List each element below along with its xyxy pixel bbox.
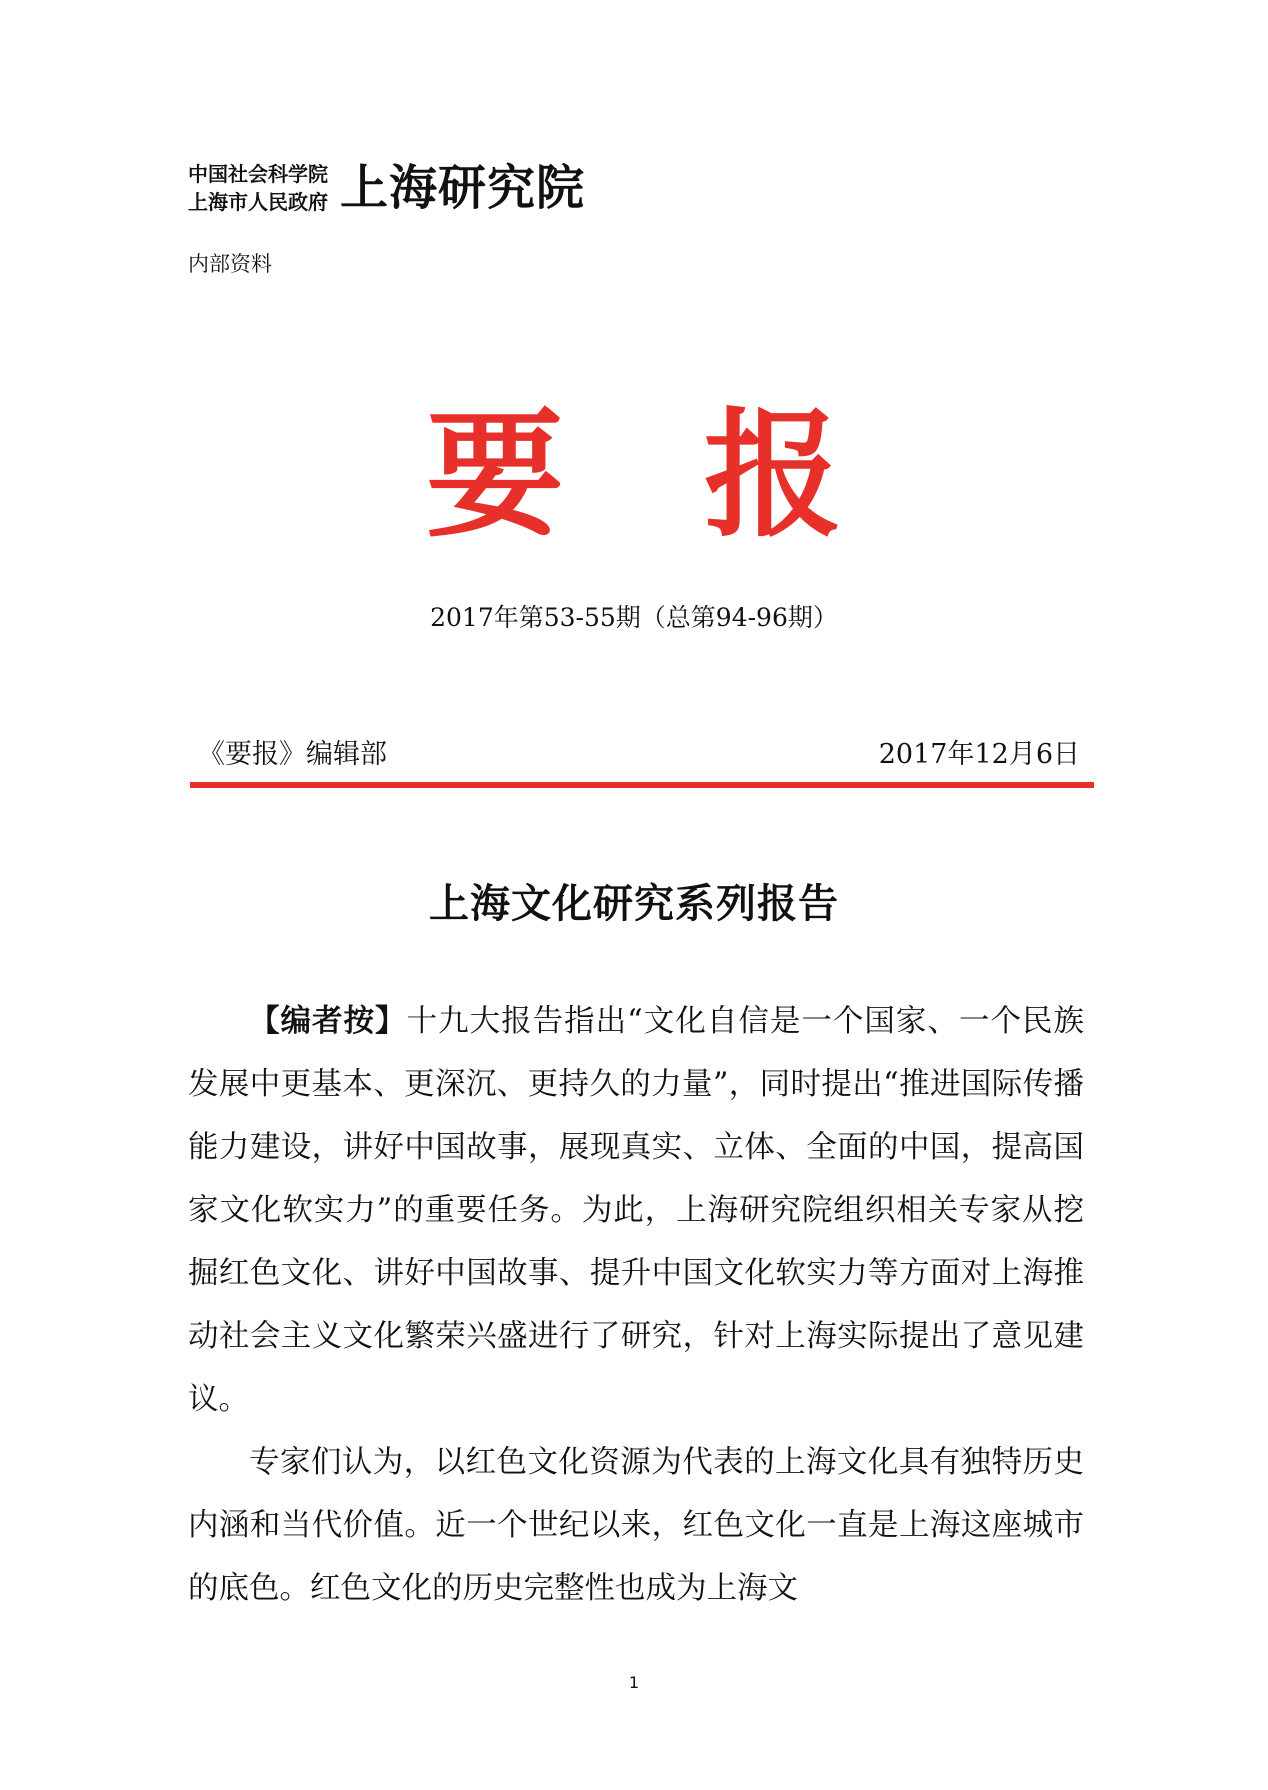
editor-note-paragraph bbox=[188, 990, 1084, 1431]
org-cass: 中国社会科学院 bbox=[188, 162, 328, 186]
publish-date: 2017年12月6日 bbox=[878, 739, 1080, 770]
institute-header bbox=[188, 160, 585, 216]
internal-material-label: 内部资料 bbox=[188, 252, 272, 276]
body-text bbox=[188, 990, 1084, 1620]
parent-organizations bbox=[188, 160, 328, 216]
masthead-title bbox=[0, 393, 1268, 556]
editorial-department: 《要报》编辑部 bbox=[198, 739, 387, 770]
editor-note-label: 【编者按】 bbox=[249, 1004, 407, 1039]
masthead-char-1: 要 bbox=[425, 393, 564, 556]
body-paragraph: 专家们认为，以红色文化资源为代表的上海文化具有独特历史内涵和当代价值。近一个世纪以来，红色文化一直是上海这座城市的底色。红色文化的历史完整性也成为上海文 bbox=[188, 1445, 1084, 1606]
meta-row bbox=[198, 732, 1080, 771]
institute-name: 上海研究院 bbox=[340, 160, 586, 216]
org-shanghai-government: 上海市人民政府 bbox=[188, 190, 328, 214]
issue-number: 2017年第53-55期（总第94-96期） bbox=[430, 603, 838, 632]
report-title: 上海文化研究系列报告 bbox=[429, 880, 839, 927]
editor-note-text: 十九大报告指出“文化自信是一个国家、一个民族发展中更基本、更深沉、更持久的力量”，同时提出“推进国际传播能力建设，讲好中国故事，展现真实、立体、全面的中国，提高国家文化软实力”的重要任务。为此，上海研究院组织相关专家从挖掘红色文化、讲好中国故事、提升中国文化软实力等方面对上海推动社会主义文化繁荣兴盛进行了研究，针对上海实际提出了意见建议。 bbox=[188, 1004, 1084, 1417]
masthead-char-2: 报 bbox=[704, 393, 843, 556]
red-divider bbox=[190, 782, 1094, 788]
page-number: 1 bbox=[628, 1673, 640, 1692]
